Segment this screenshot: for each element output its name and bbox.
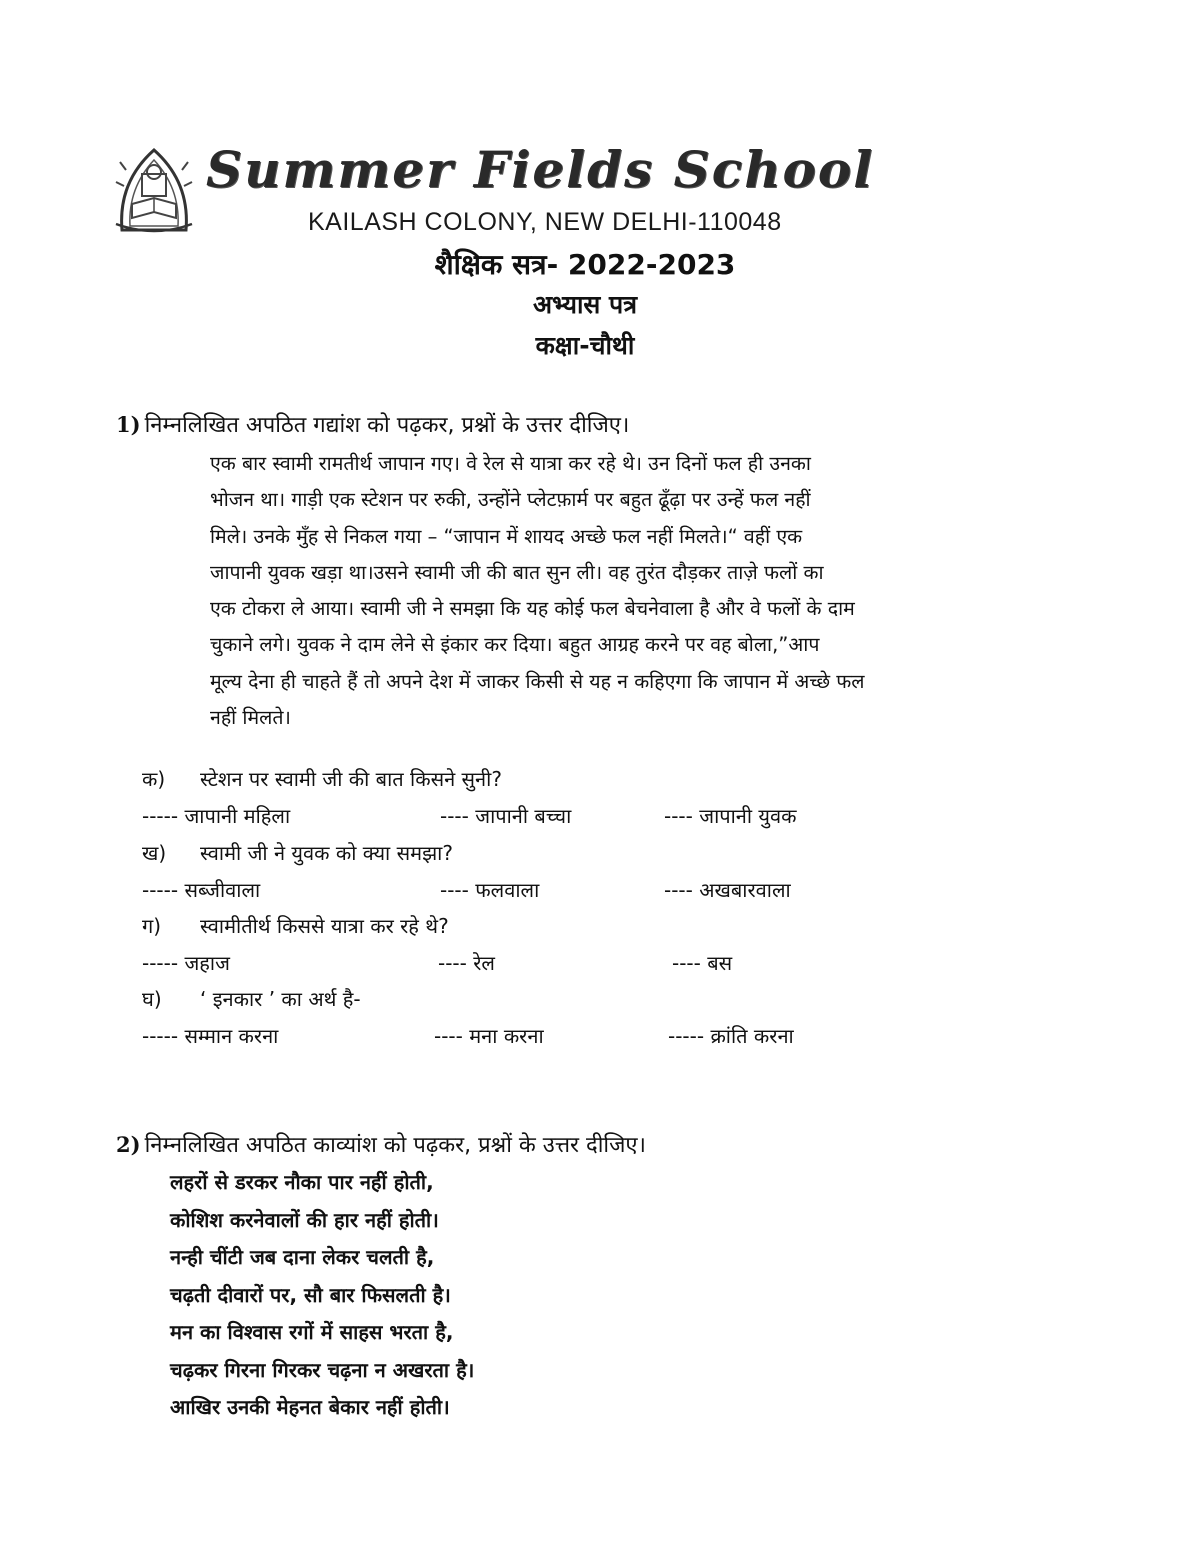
mcq-label: क) (142, 767, 166, 791)
sheet-title: अभ्यास पत्र (532, 290, 638, 319)
mcq-question (142, 912, 449, 939)
passage-line: जापानी युवक खड़ा था।उसने स्वामी जी की बात सुन ली। वह तुरंत दौड़कर ताज़े फलों का (210, 560, 824, 584)
mcq-option[interactable]: ----- जापानी महिला (142, 804, 291, 828)
prose-passage (210, 446, 1070, 736)
school-name-logo: Summer Fields School (206, 140, 875, 199)
mcq-option[interactable]: ----- क्रांति करना (668, 1024, 794, 1048)
passage-line: चुकाने लगे। युवक ने दाम लेने से इंकार कर दिया। बहुत आग्रह करने पर वह बोला,”आप (210, 633, 820, 657)
mcq-option[interactable]: ----- सम्मान करना (142, 1024, 279, 1048)
mcq-question-text: ‘ इनकार ’ का अर्थ है- (200, 987, 361, 1011)
session-line: शैक्षिक सत्र- 2022-2023 (434, 248, 736, 281)
question-number: 2) (116, 1132, 141, 1157)
poem-line: नन्ही चींटी जब दाना लेकर चलती है, (170, 1245, 435, 1269)
passage-line: एक टोकरा ले आया। स्वामी जी ने समझा कि यह कोई फल बेचनेवाला है और वे फलों के दाम (210, 597, 855, 621)
poem-line: आखिर उनकी मेहनत बेकार नहीं होती। (170, 1395, 450, 1419)
mcq-option[interactable]: ---- मना करना (434, 1024, 544, 1048)
passage-line: एक बार स्वामी रामतीर्थ जापान गए। वे रेल से यात्रा कर रहे थे। उन दिनों फल ही उनका (210, 452, 811, 475)
class-line: कक्षा-चौथी (535, 331, 635, 360)
passage-line: मिले। उनके मुँह से निकल गया – “जापान में शायद अच्छे फल नहीं मिलते।“ वहीं एक (210, 524, 803, 548)
question-heading-text: निम्नलिखित अपठित काव्यांश को पढ़कर, प्रश्नों के उत्तर दीजिए। (144, 1133, 646, 1158)
passage-line: मूल्य देना ही चाहते हैं तो अपने देश में जाकर किसी से यह न कहिएगा कि जापान में अच्छे फल (210, 669, 865, 693)
poem-line: चढ़ती दीवारों पर, सौ बार फिसलती है। (170, 1282, 451, 1307)
passage-line: भोजन था। गाड़ी एक स्टेशन पर रुकी, उन्होंने प्लेटफ़ार्म पर बहुत ढूँढ़ा पर उन्हें फल नहीं (210, 488, 811, 512)
mcq-option[interactable]: ----- सब्जीवाला (142, 878, 261, 902)
question-heading-text: निम्नलिखित अपठित गद्यांश को पढ़कर, प्रश्नों के उत्तर दीजिए। (144, 413, 630, 438)
poem-line: लहरों से डरकर नौका पार नहीं होती, (170, 1170, 434, 1194)
mcq-question-text: स्टेशन पर स्वामी जी की बात किसने सुनी? (200, 767, 502, 791)
mcq-label: ख) (142, 841, 167, 865)
question-2-heading (116, 1129, 646, 1159)
question-number: 1) (116, 412, 141, 437)
mcq-question (142, 765, 502, 792)
passage-line: नहीं मिलते। (210, 706, 291, 730)
mcq-option[interactable]: ---- रेल (438, 951, 495, 975)
mcq-question-text: स्वामी जी ने युवक को क्या समझा? (200, 841, 453, 865)
mcq-option[interactable]: ---- बस (672, 951, 733, 975)
school-address: KAILASH COLONY, NEW DELHI-110048 (308, 208, 782, 236)
mcq-label: घ) (142, 987, 162, 1011)
mcq-question (142, 839, 453, 866)
mcq-option[interactable]: ---- जापानी युवक (664, 804, 797, 828)
mcq-question (142, 985, 361, 1012)
poem-line: मन का विश्वास रगों में साहस भरता है, (170, 1320, 454, 1344)
school-crest-icon (112, 142, 196, 234)
mcq-option[interactable]: ---- अखबारवाला (664, 878, 791, 902)
mcq-option[interactable]: ---- फलवाला (440, 878, 540, 902)
mcq-option[interactable]: ----- जहाज (142, 951, 230, 975)
poem-passage (170, 1164, 474, 1427)
mcq-option[interactable]: ---- जापानी बच्चा (440, 804, 572, 828)
mcq-question-text: स्वामीतीर्थ किससे यात्रा कर रहे थे? (200, 914, 449, 938)
mcq-label: ग) (142, 914, 162, 938)
question-1-heading (116, 409, 629, 439)
poem-line: कोशिश करनेवालों की हार नहीं होती। (170, 1207, 439, 1232)
poem-line: चढ़कर गिरना गिरकर चढ़ना न अखरता है। (170, 1357, 475, 1382)
